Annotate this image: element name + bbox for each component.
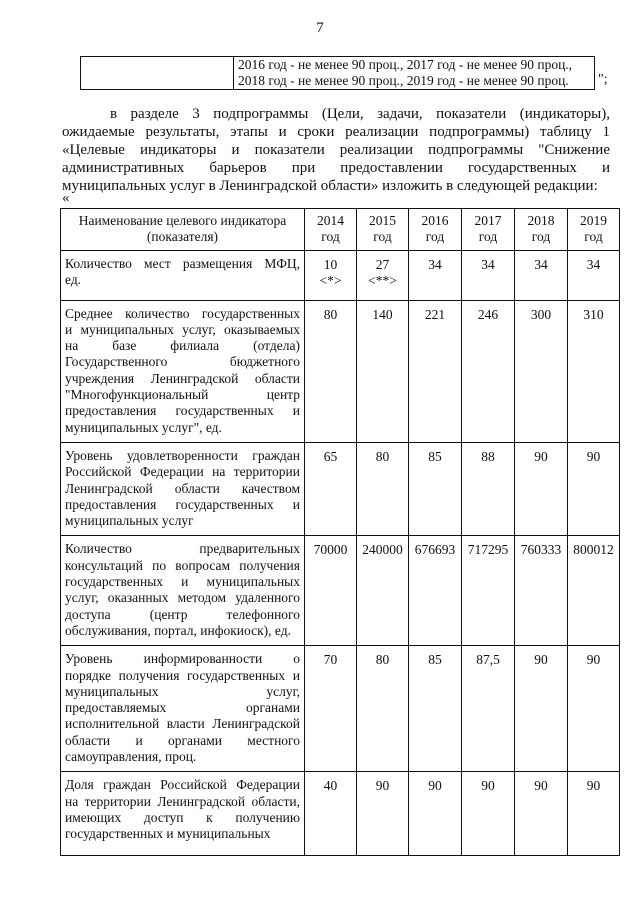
paragraph-line: «Целевые индикаторы и показатели реализации подпрограммы "Снижение xyxy=(62,142,610,158)
header-year xyxy=(462,209,515,251)
continuation-table xyxy=(80,56,595,90)
indicator-name-line: учреждения Ленинградской области xyxy=(65,370,300,386)
header-name-line: Наименование целевого индикатора xyxy=(78,213,287,228)
year-value-cell: 88 xyxy=(462,442,515,535)
indicator-name-line: на базе филиала (отдела) xyxy=(65,338,300,354)
indicator-name-line: Количество мест размещения МФЦ, xyxy=(65,255,300,271)
indicator-name-line: области и органами местного xyxy=(65,732,300,748)
year-value-cell: 90 xyxy=(515,772,568,856)
header-year xyxy=(568,209,620,251)
indicator-name-line: порядке получения государственных и xyxy=(65,667,300,683)
header-unit-label: год xyxy=(425,229,445,245)
year-value-cell: 34 xyxy=(568,250,620,300)
indicators-table xyxy=(60,208,620,856)
year-value-cell: 65 xyxy=(305,442,357,535)
indicator-name-line: "Многофункциональный центр xyxy=(65,387,300,403)
indicator-name-line: доступа (центр телефонного xyxy=(65,606,300,622)
header-year-label: 2018 xyxy=(527,213,555,228)
year-value-cell: 34 xyxy=(409,250,462,300)
header-unit-label: год xyxy=(531,229,551,245)
indicator-name-line: на территории Ленинградской области, xyxy=(65,793,300,809)
year-value-cell: 760333 xyxy=(515,536,568,646)
year-value-cell: 40 xyxy=(305,772,357,856)
table-row xyxy=(61,442,620,535)
header-year xyxy=(515,209,568,251)
indicator-name-cell xyxy=(61,250,305,300)
indicator-name-line: предоставляемых органами xyxy=(65,700,300,716)
year-value-cell: 140 xyxy=(357,300,409,442)
indicator-name-line: Ленинградской области качеством xyxy=(65,480,300,496)
year-value-cell: 80 xyxy=(357,646,409,772)
table-row xyxy=(61,250,620,300)
indicator-name-line: Государственного бюджетного xyxy=(65,354,300,370)
paragraph-line: в разделе 3 подпрограммы (Цели, задачи, показатели (индикаторы), xyxy=(110,106,610,122)
empty-cell xyxy=(81,57,234,90)
header-year-label: 2017 xyxy=(474,213,502,228)
indicator-name-line: исполнительной власти Ленинградской xyxy=(65,716,300,732)
indicator-name-cell xyxy=(61,442,305,535)
header-year xyxy=(409,209,462,251)
year-value-cell: 90 xyxy=(409,772,462,856)
indicator-name-line: самоуправления, проц. xyxy=(65,749,197,765)
header-unit-label: год xyxy=(373,229,392,245)
table-row xyxy=(61,300,620,442)
indicator-name-line: услуг, оказанных методом удаленного xyxy=(65,590,300,606)
indicator-name-line: предоставления государственных и xyxy=(65,403,300,419)
year-value-cell: 10 <*> xyxy=(305,250,357,300)
year-value-cell: 85 xyxy=(409,646,462,772)
header-year xyxy=(357,209,409,251)
table-row xyxy=(61,646,620,772)
indicator-name-cell xyxy=(61,772,305,856)
indicator-name-line: и муниципальных услуг, оказываемых xyxy=(65,321,300,337)
indicator-name-line: имеющих доступ к получению xyxy=(65,809,300,825)
indicator-name-line: Доля граждан Российской Федерации xyxy=(65,777,300,793)
year-value-cell: 90 xyxy=(568,442,620,535)
year-value-cell: 34 xyxy=(462,250,515,300)
target-values-line: 2018 год - не менее 90 проц., 2019 год - не менее 90 проц. xyxy=(238,73,569,88)
year-value-cell: 80 xyxy=(305,300,357,442)
indicator-name-line: муниципальных услуг xyxy=(65,513,194,529)
indicator-name-line: обслуживания, портал, инфокиоск), ед. xyxy=(65,622,291,638)
year-value-cell: 310 xyxy=(568,300,620,442)
amendment-paragraph xyxy=(62,105,610,195)
year-value-cell: 676693 xyxy=(409,536,462,646)
paragraph-line: муниципальных услуг в Ленинградской области» изложить в следующей редакции: xyxy=(62,178,598,194)
opening-quote: « xyxy=(62,190,70,206)
year-value-cell: 90 xyxy=(568,646,620,772)
header-indicator-name xyxy=(61,209,305,251)
table-row xyxy=(81,57,595,90)
indicator-name-cell xyxy=(61,646,305,772)
target-values-line: 2016 год - не менее 90 проц., 2017 год - не менее 90 проц., xyxy=(238,57,573,72)
indicator-name-line: государственных и муниципальных xyxy=(65,826,271,842)
header-unit-label: год xyxy=(478,229,498,245)
year-value-cell: 90 xyxy=(462,772,515,856)
indicator-name-line: муниципальных услуг", ед. xyxy=(65,419,222,435)
year-value-cell: 246 xyxy=(462,300,515,442)
header-year-label: 2015 xyxy=(369,213,396,228)
year-value-cell: 90 xyxy=(568,772,620,856)
year-value-cell: 85 xyxy=(409,442,462,535)
indicator-name-line: консультаций по вопросам получения xyxy=(65,557,300,573)
header-year-label: 2014 xyxy=(317,213,344,228)
header-name-line: (показателя) xyxy=(146,229,219,245)
year-value-cell: 70 xyxy=(305,646,357,772)
year-value-cell: 221 xyxy=(409,300,462,442)
indicator-name-line: Уровень удовлетворенности граждан xyxy=(65,447,300,463)
year-value-cell: 90 xyxy=(515,646,568,772)
indicator-name-line: предоставления государственных и xyxy=(65,496,300,512)
header-unit-label: год xyxy=(321,229,340,245)
year-value-cell: 27 <**> xyxy=(357,250,409,300)
closing-quote: "; xyxy=(598,72,608,87)
table-header-row xyxy=(61,209,620,251)
indicator-name-line: ед. xyxy=(65,271,82,287)
table-row xyxy=(61,772,620,856)
indicator-name-cell xyxy=(61,300,305,442)
year-value-cell: 300 xyxy=(515,300,568,442)
target-values-cell xyxy=(234,57,595,90)
indicator-name-line: Российской Федерации на территории xyxy=(65,464,300,480)
year-value-cell: 80 xyxy=(357,442,409,535)
indicator-name-line: государственных и муниципальных xyxy=(65,574,300,590)
year-value-cell: 90 xyxy=(515,442,568,535)
year-value-cell: 240000 xyxy=(357,536,409,646)
table-row xyxy=(61,536,620,646)
year-value-cell: 717295 xyxy=(462,536,515,646)
indicator-name-line: Среднее количество государственных xyxy=(65,305,300,321)
header-year xyxy=(305,209,357,251)
year-value-cell: 800012 xyxy=(568,536,620,646)
page-number: 7 xyxy=(316,20,324,36)
year-value-cell: 34 xyxy=(515,250,568,300)
paragraph-line: административных барьеров при предоставлении государственных и xyxy=(62,160,610,176)
header-unit-label: год xyxy=(584,229,603,245)
year-value-cell: 70000 xyxy=(305,536,357,646)
indicator-name-cell xyxy=(61,536,305,646)
indicator-name-line: муниципальных услуг, xyxy=(65,683,300,699)
year-value-cell: 90 xyxy=(357,772,409,856)
indicator-name-line: Уровень информированности о xyxy=(65,651,300,667)
header-year-label: 2019 xyxy=(580,213,607,228)
year-value-cell: 87,5 xyxy=(462,646,515,772)
indicator-name-line: Количество предварительных xyxy=(65,541,300,557)
header-year-label: 2016 xyxy=(421,213,449,228)
paragraph-line: ожидаемые результаты, этапы и сроки реализации подпрограммы) таблицу 1 xyxy=(62,124,610,140)
